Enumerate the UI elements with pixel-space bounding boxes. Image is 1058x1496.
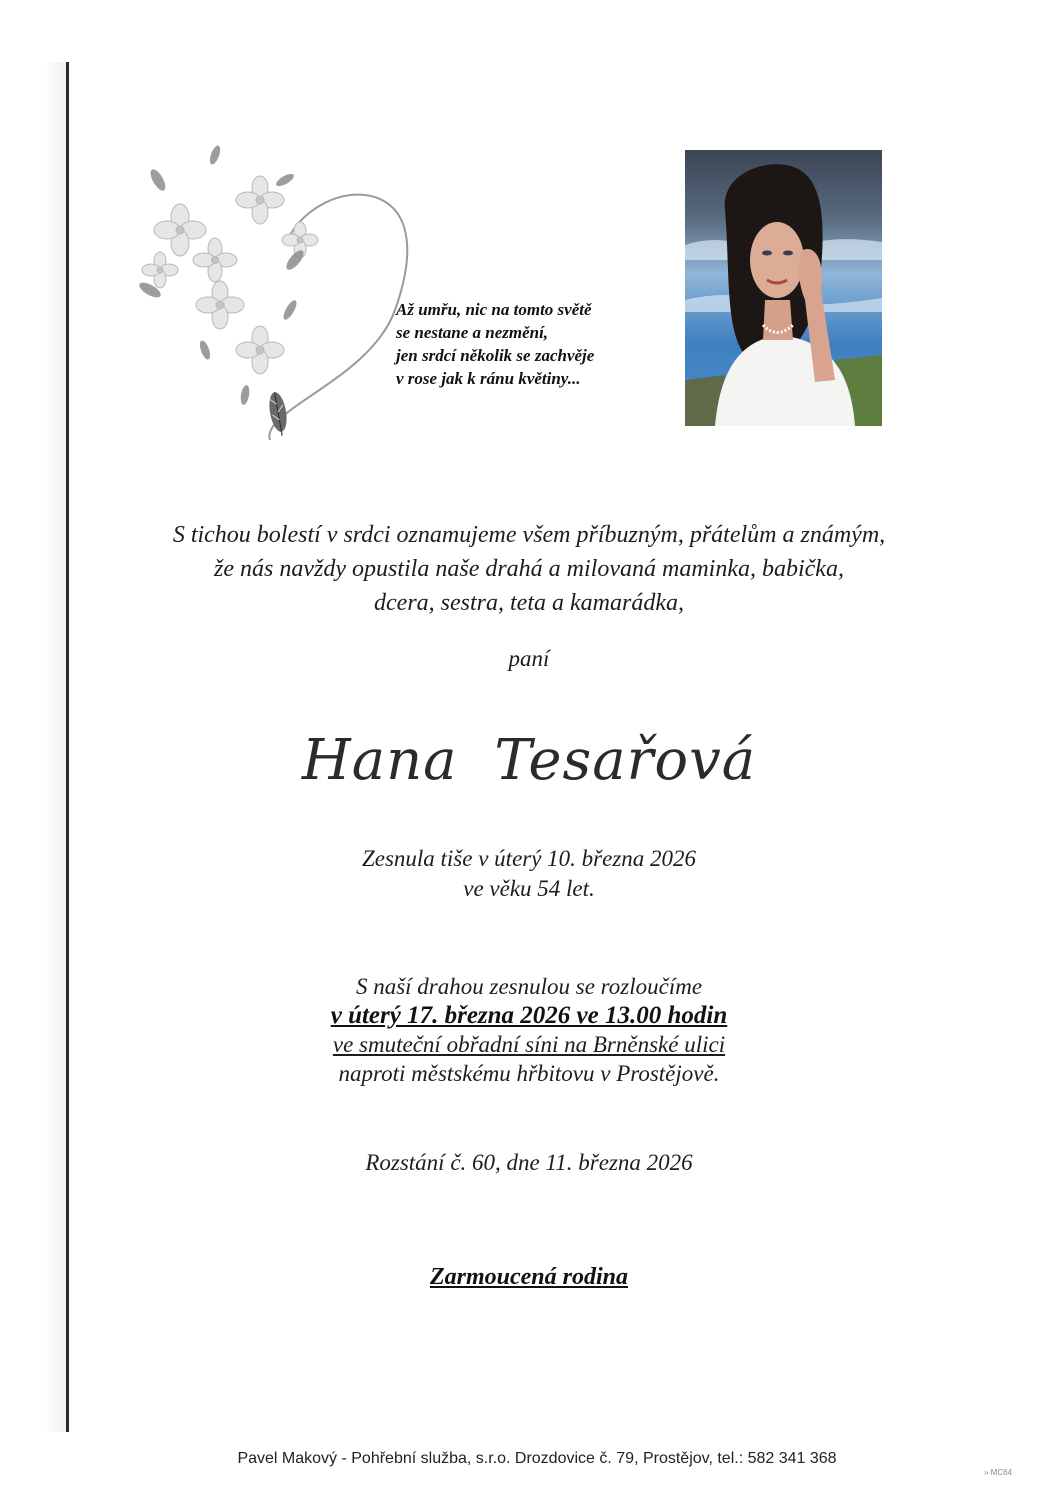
deceased-name: Hana Tesařová — [301, 728, 757, 793]
announcement-line: S tichou bolestí v srdci oznamujeme všem příbuzným, přátelům a známým, — [172, 522, 886, 548]
farewell-info — [0, 972, 1058, 1088]
farewell-location: naproti městskému hřbitovu v Prostějově. — [338, 1061, 720, 1086]
floral-heart-icon — [120, 140, 430, 440]
footer — [0, 1450, 1058, 1468]
announcement-line: dcera, sestra, teta a kamarádka, — [374, 590, 684, 616]
poem-line: Až umřu, nic na tomto světě — [396, 300, 592, 319]
portrait-photo — [685, 150, 882, 426]
death-info — [0, 844, 1058, 904]
announcement-text — [0, 518, 1058, 620]
signature: Zarmoucená rodina — [429, 1264, 629, 1290]
poem-line: v rose jak k ránu květiny... — [396, 369, 581, 388]
place-and-date: Rozstání č. 60, dne 11. března 2026 — [365, 1150, 693, 1175]
death-age: ve věku 54 let. — [463, 876, 595, 901]
farewell-datetime: v úterý 17. března 2026 ve 13.00 hodin — [330, 1002, 728, 1029]
poem-line: jen srdcí několik se zachvěje — [396, 346, 595, 365]
farewell-intro: S naší drahou zesnulou se rozloučíme — [355, 974, 703, 999]
poem-line: se nestane a nezmění, — [396, 323, 549, 342]
farewell-venue: ve smuteční obřadní síni na Brněnské ulici — [332, 1032, 726, 1057]
announcement-line: že nás navždy opustila naše drahá a milovaná maminka, babička, — [214, 556, 844, 582]
corner-mark: » MC64 — [984, 1468, 1013, 1477]
death-date: Zesnula tiše v úterý 10. března 2026 — [361, 846, 697, 871]
funeral-service-contact: Pavel Makový - Pohřební služba, s.r.o. Drozdovice č. 79, Prostějov, tel.: 582 341 368 — [237, 1450, 837, 1467]
salutation: paní — [508, 646, 550, 671]
poem — [396, 298, 594, 390]
